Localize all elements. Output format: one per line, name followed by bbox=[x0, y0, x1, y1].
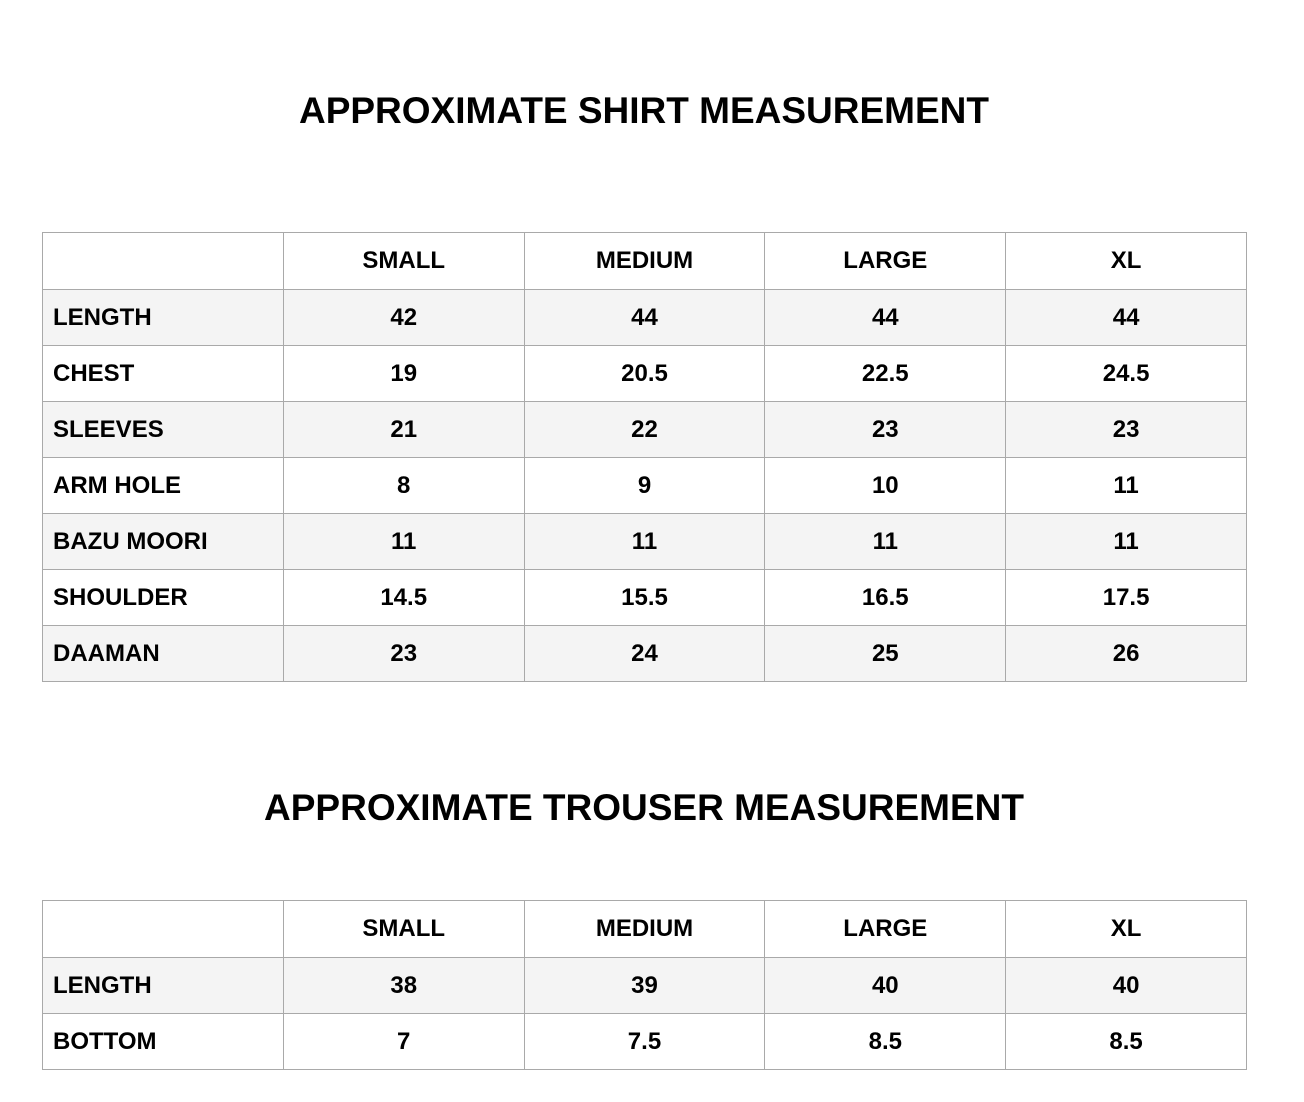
column-header-small: SMALL bbox=[283, 233, 524, 290]
table-cell: 23 bbox=[765, 402, 1006, 458]
table-cell: 15.5 bbox=[524, 570, 765, 626]
table-cell: 42 bbox=[283, 290, 524, 346]
column-header-small: SMALL bbox=[283, 901, 524, 958]
table-row bbox=[43, 570, 1247, 626]
table-row bbox=[43, 958, 1247, 1014]
table-row bbox=[43, 346, 1247, 402]
trouser-measurement-title: APPROXIMATE TROUSER MEASUREMENT bbox=[264, 787, 1024, 828]
table-row bbox=[43, 290, 1247, 346]
table-cell: 9 bbox=[524, 458, 765, 514]
table-cell: 11 bbox=[765, 514, 1006, 570]
column-header-xl: XL bbox=[1006, 901, 1247, 958]
table-cell: 38 bbox=[283, 958, 524, 1014]
table-cell: 22 bbox=[524, 402, 765, 458]
table-cell: 8 bbox=[283, 458, 524, 514]
table-cell: 22.5 bbox=[765, 346, 1006, 402]
column-header-large: LARGE bbox=[765, 901, 1006, 958]
row-label: SHOULDER bbox=[43, 570, 284, 626]
table-cell: 40 bbox=[1006, 958, 1247, 1014]
table-cell: 11 bbox=[283, 514, 524, 570]
column-header-medium: MEDIUM bbox=[524, 233, 765, 290]
table-cell: 24 bbox=[524, 626, 765, 682]
table-cell: 11 bbox=[1006, 458, 1247, 514]
table-cell: 17.5 bbox=[1006, 570, 1247, 626]
table-cell: 8.5 bbox=[1006, 1014, 1247, 1070]
table-cell: 26 bbox=[1006, 626, 1247, 682]
table-cell: 25 bbox=[765, 626, 1006, 682]
shirt-size-table bbox=[42, 232, 1247, 682]
table-cell: 21 bbox=[283, 402, 524, 458]
table-cell: 7 bbox=[283, 1014, 524, 1070]
table-cell: 44 bbox=[524, 290, 765, 346]
table-header-row bbox=[43, 233, 1247, 290]
table-cell: 11 bbox=[524, 514, 765, 570]
row-label: LENGTH bbox=[43, 290, 284, 346]
column-header-large: LARGE bbox=[765, 233, 1006, 290]
column-header-empty bbox=[43, 901, 284, 958]
row-label: BAZU MOORI bbox=[43, 514, 284, 570]
column-header-medium: MEDIUM bbox=[524, 901, 765, 958]
table-row bbox=[43, 1014, 1247, 1070]
table-cell: 39 bbox=[524, 958, 765, 1014]
row-label: BOTTOM bbox=[43, 1014, 284, 1070]
table-row bbox=[43, 626, 1247, 682]
row-label: LENGTH bbox=[43, 958, 284, 1014]
table-cell: 10 bbox=[765, 458, 1006, 514]
table-cell: 8.5 bbox=[765, 1014, 1006, 1070]
table-row bbox=[43, 458, 1247, 514]
table-row bbox=[43, 514, 1247, 570]
trouser-size-table bbox=[42, 900, 1247, 1070]
column-header-empty bbox=[43, 233, 284, 290]
table-cell: 23 bbox=[283, 626, 524, 682]
table-cell: 14.5 bbox=[283, 570, 524, 626]
table-cell: 40 bbox=[765, 958, 1006, 1014]
table-cell: 20.5 bbox=[524, 346, 765, 402]
row-label: SLEEVES bbox=[43, 402, 284, 458]
table-cell: 16.5 bbox=[765, 570, 1006, 626]
column-header-xl: XL bbox=[1006, 233, 1247, 290]
table-cell: 19 bbox=[283, 346, 524, 402]
table-cell: 23 bbox=[1006, 402, 1247, 458]
row-label: DAAMAN bbox=[43, 626, 284, 682]
table-cell: 7.5 bbox=[524, 1014, 765, 1070]
shirt-measurement-title: APPROXIMATE SHIRT MEASUREMENT bbox=[298, 90, 989, 131]
table-cell: 24.5 bbox=[1006, 346, 1247, 402]
table-cell: 44 bbox=[765, 290, 1006, 346]
table-header-row bbox=[43, 901, 1247, 958]
table-cell: 44 bbox=[1006, 290, 1247, 346]
table-row bbox=[43, 402, 1247, 458]
row-label: ARM HOLE bbox=[43, 458, 284, 514]
table-cell: 11 bbox=[1006, 514, 1247, 570]
row-label: CHEST bbox=[43, 346, 284, 402]
